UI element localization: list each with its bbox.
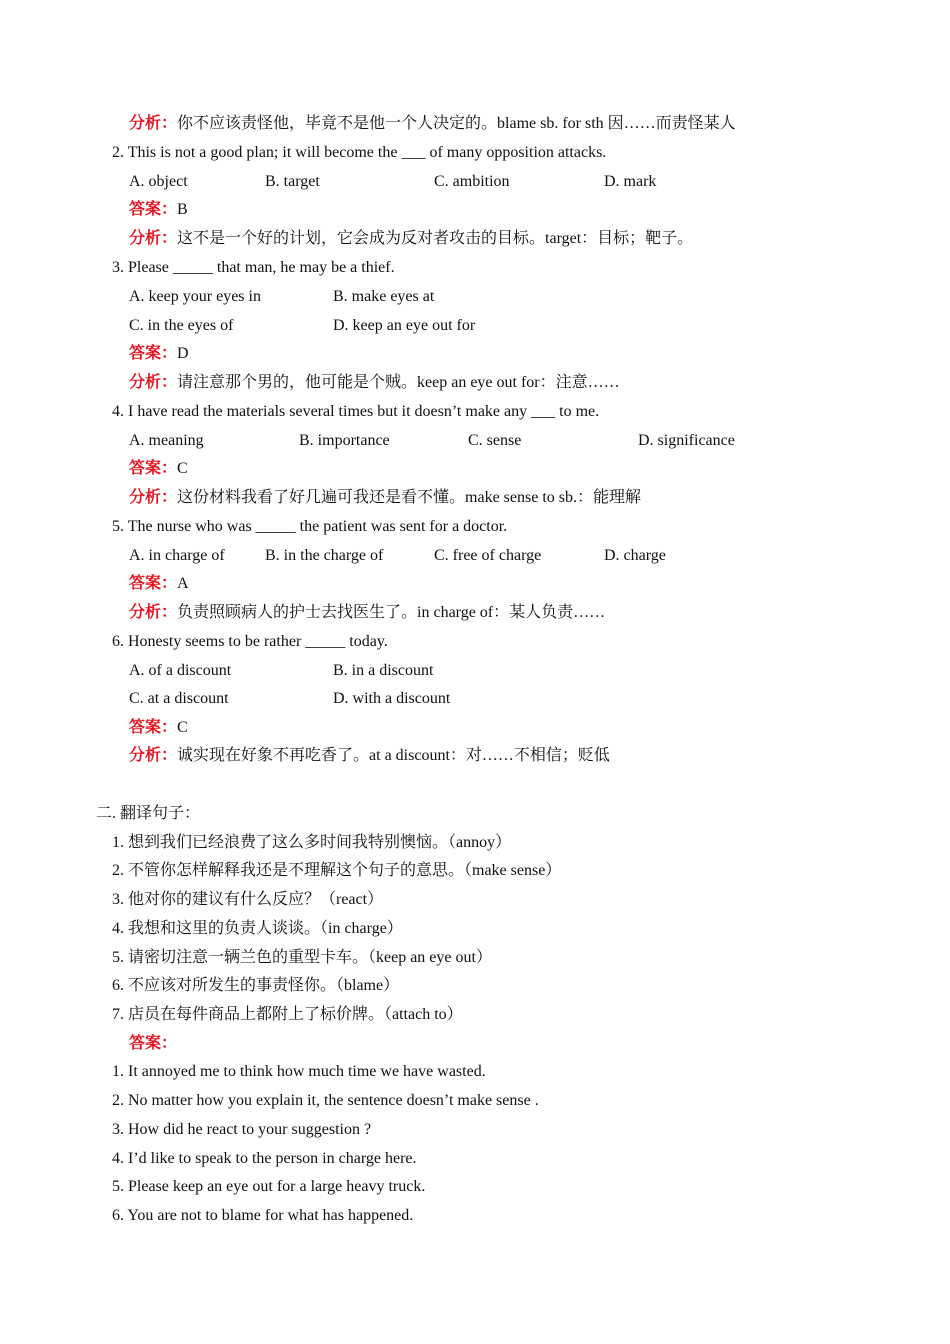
option-a: A. keep your eyes in xyxy=(129,288,261,305)
answer-value: B xyxy=(177,201,188,218)
option-b: B. in the charge of xyxy=(265,547,384,564)
option-d: D. charge xyxy=(604,547,666,564)
analysis-text: 请注意那个男的，他可能是个贼。keep an eye out for：注意…… xyxy=(177,374,620,391)
q4-stem: 4. I have read the materials several times but it doesn’t make any ___ to me. xyxy=(112,403,600,420)
translation-answer: 2. No matter how you explain it, the sentence doesn’t make sense . xyxy=(112,1092,539,1109)
option-d: D. with a discount xyxy=(333,690,451,707)
answer-label: 答案： xyxy=(129,201,178,218)
q4-analysis-line xyxy=(129,488,641,508)
translation-item: 3. 他对你的建议有什么反应？（react） xyxy=(112,891,384,908)
option-c: C. at a discount xyxy=(129,690,229,707)
analysis-text: 负责照顾病人的护士去找医生了。in charge of：某人负责…… xyxy=(177,604,606,621)
q2-stem: 2. This is not a good plan; it will become the ___ of many opposition attacks. xyxy=(112,144,607,161)
q3-analysis-line xyxy=(129,373,620,393)
analysis-label: 分析： xyxy=(129,604,178,621)
q6-answer-line xyxy=(129,718,188,738)
translation-answer: 3. How did he react to your suggestion ? xyxy=(112,1121,372,1138)
option-a: A. object xyxy=(129,173,188,190)
q2-answer-line xyxy=(129,200,188,220)
answer-label: 答案： xyxy=(129,575,178,592)
q5-stem: 5. The nurse who was _____ the patient was sent for a doctor. xyxy=(112,518,508,535)
option-c: C. ambition xyxy=(434,173,510,190)
answer-value: A xyxy=(177,575,189,592)
analysis-label: 分析： xyxy=(129,374,178,391)
translation-item: 1. 想到我们已经浪费了这么多时间我特别懊恼。（annoy） xyxy=(112,834,512,851)
answer-value: D xyxy=(177,345,189,362)
analysis-label: 分析： xyxy=(129,115,178,132)
q1-analysis-line xyxy=(129,114,736,134)
option-d: D. mark xyxy=(604,173,657,190)
q3-stem: 3. Please _____ that man, he may be a thief. xyxy=(112,259,395,276)
option-d: D. significance xyxy=(638,432,735,449)
translation-answer: 4. I’d like to speak to the person in charge here. xyxy=(112,1150,417,1167)
analysis-label: 分析： xyxy=(129,489,178,506)
answer-value: C xyxy=(177,719,188,736)
answer-label: 答案： xyxy=(129,1035,178,1052)
translation-answer: 6. You are not to blame for what has happened. xyxy=(112,1207,414,1224)
option-c: C. in the eyes of xyxy=(129,317,234,334)
q6-options-row1 xyxy=(129,661,629,681)
option-c: C. free of charge xyxy=(434,547,542,564)
q5-options xyxy=(129,546,829,566)
answer-label: 答案： xyxy=(129,460,178,477)
analysis-text: 这不是一个好的计划，它会成为反对者攻击的目标。target：目标；靶子。 xyxy=(177,230,694,247)
option-a: A. of a discount xyxy=(129,662,232,679)
q2-options xyxy=(129,172,829,192)
translation-item: 5. 请密切注意一辆兰色的重型卡车。（keep an eye out） xyxy=(112,949,492,966)
q3-options-row1 xyxy=(129,287,629,307)
q2-analysis-line xyxy=(129,229,693,249)
q4-answer-line xyxy=(129,459,188,479)
q6-stem: 6. Honesty seems to be rather _____ today. xyxy=(112,633,388,650)
option-a: A. meaning xyxy=(129,432,204,449)
translation-item: 2. 不管你怎样解释我还是不理解这个句子的意思。（make sense） xyxy=(112,862,562,879)
translation-item: 6. 不应该对所发生的事责怪你。（blame） xyxy=(112,977,400,994)
option-b: B. make eyes at xyxy=(333,288,435,305)
q3-answer-line xyxy=(129,344,189,364)
analysis-text: 你不应该责怪他，毕竟不是他一个人决定的。blame sb. for sth 因……而责怪某人 xyxy=(177,115,736,132)
analysis-text: 这份材料我看了好几遍可我还是看不懂。make sense to sb.：能理解 xyxy=(177,489,641,506)
analysis-label: 分析： xyxy=(129,747,178,764)
q4-options xyxy=(129,431,829,451)
option-d: D. keep an eye out for xyxy=(333,317,476,334)
translation-item: 7. 店员在每件商品上都附上了标价牌。（attach to） xyxy=(112,1006,463,1023)
q3-options-row2 xyxy=(129,316,629,336)
option-b: B. in a discount xyxy=(333,662,434,679)
answer-label: 答案： xyxy=(129,719,178,736)
q6-options-row2 xyxy=(129,689,629,709)
analysis-text: 诚实现在好象不再吃香了。at a discount：对……不相信；贬低 xyxy=(177,747,610,764)
q5-answer-line xyxy=(129,574,189,594)
translation-answer: 5. Please keep an eye out for a large heavy truck. xyxy=(112,1178,426,1195)
answers-label-line xyxy=(129,1034,177,1054)
section-title: 二. 翻译句子： xyxy=(96,805,201,822)
answer-value: C xyxy=(177,460,188,477)
option-c: C. sense xyxy=(468,432,522,449)
q5-analysis-line xyxy=(129,603,605,623)
option-a: A. in charge of xyxy=(129,547,225,564)
answer-label: 答案： xyxy=(129,345,178,362)
q6-analysis-line xyxy=(129,746,610,766)
option-b: B. target xyxy=(265,173,320,190)
translation-answer: 1. It annoyed me to think how much time we have wasted. xyxy=(112,1063,486,1080)
option-b: B. importance xyxy=(299,432,390,449)
analysis-label: 分析： xyxy=(129,230,178,247)
translation-item: 4. 我想和这里的负责人谈谈。（in charge） xyxy=(112,920,403,937)
